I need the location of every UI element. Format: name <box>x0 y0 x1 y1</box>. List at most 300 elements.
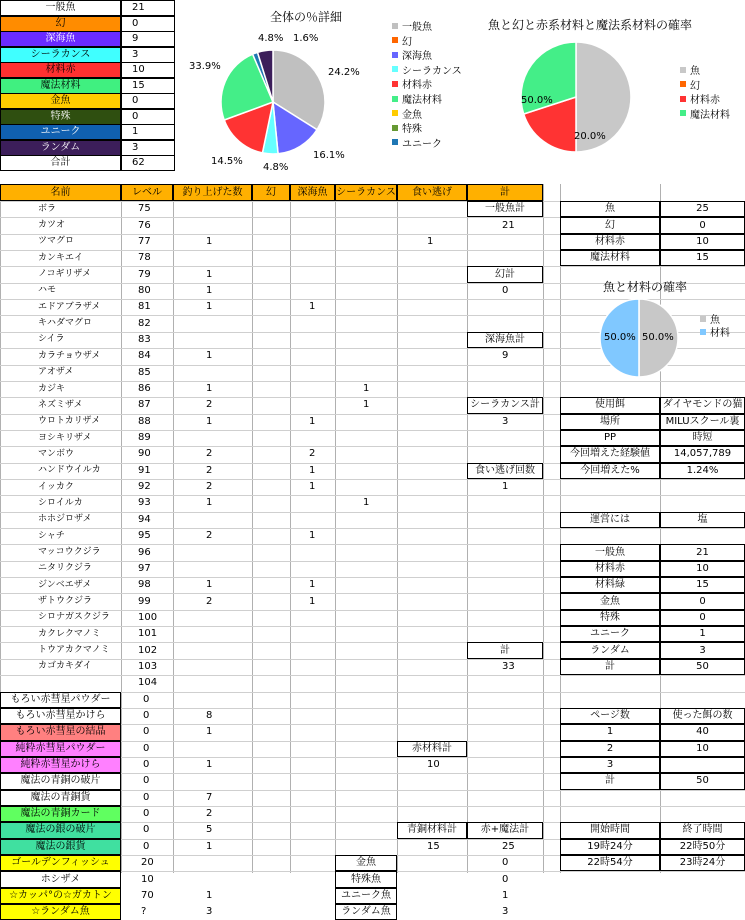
fish-name: ニタリクジラ <box>38 563 92 574</box>
material-name: 魔法の青銅の破片 <box>0 773 121 789</box>
catch-count: 1 <box>206 268 213 280</box>
subtotal-value: 3 <box>502 415 509 427</box>
rate-value: 25 <box>660 201 745 217</box>
summary-label: 一般魚 <box>0 0 121 16</box>
exp-value: 1.24% <box>660 463 745 479</box>
summary-label: シーラカンス <box>0 47 121 63</box>
deepsea-count <box>290 315 335 331</box>
coelacanth-count <box>335 315 397 331</box>
escape-count <box>397 642 467 658</box>
legend-label: 材料赤 <box>402 80 432 92</box>
special-fish-count: 3 <box>206 906 213 918</box>
fish-level: 93 <box>138 497 151 509</box>
summary-label: 深海魚 <box>0 31 121 47</box>
pie-data-label: 24.2% <box>328 67 360 78</box>
deepsea-count <box>290 250 335 266</box>
summary-value: 3 <box>121 47 175 63</box>
coelacanth-count <box>335 348 397 364</box>
catch-count: 1 <box>206 497 213 509</box>
coelacanth-count <box>335 593 397 609</box>
rate-label: 魚 <box>560 201 660 217</box>
catch-count <box>173 217 252 233</box>
special-value: 1 <box>502 889 509 901</box>
summary-value: 1 <box>121 124 175 140</box>
usage-label: 使用餌 <box>560 397 660 413</box>
fish-level: 96 <box>138 546 151 558</box>
pages-header-label: ページ数 <box>560 708 660 724</box>
legend-label: 特殊 <box>402 124 422 136</box>
subtotal-label: 計 <box>467 642 543 658</box>
coelacanth-count <box>335 201 397 217</box>
pie-data-label: 20.0% <box>574 131 606 142</box>
deepsea-count <box>290 626 335 642</box>
fish-name: ジンベエザメ <box>38 579 92 590</box>
deepsea-count <box>290 659 335 675</box>
table-header: 名前 <box>0 184 121 201</box>
catch-count: 2 <box>206 481 213 493</box>
deepsea-count <box>290 266 335 282</box>
material-level: 0 <box>143 742 150 754</box>
deepsea-count <box>290 332 335 348</box>
times-label: 22時54分 <box>560 855 660 871</box>
escape-count: 1 <box>427 235 434 247</box>
material-level: 0 <box>143 808 150 820</box>
pie-data-label: 4.8% <box>258 33 284 44</box>
material-level: 0 <box>143 726 150 738</box>
fish-level: 103 <box>138 660 158 672</box>
catch-count <box>173 544 252 560</box>
legend-item <box>392 18 432 33</box>
coelacanth-count <box>335 610 397 626</box>
legend-swatch <box>392 125 398 131</box>
special-value: 0 <box>502 857 509 869</box>
fish-name: ボラ <box>38 203 57 214</box>
table-header: 釣り上げた数 <box>173 184 252 201</box>
fish-name: キハダマグロ <box>38 318 93 329</box>
legend-label: 材料 <box>710 328 730 339</box>
escape-count <box>397 266 467 282</box>
coelacanth-count <box>335 234 397 250</box>
fish-level: 94 <box>138 513 151 525</box>
deepsea-count <box>290 544 335 560</box>
pages-value: 40 <box>660 724 745 740</box>
pie-data-label: 4.8% <box>263 162 289 173</box>
special-fish-level: 10 <box>141 873 154 885</box>
deepsea-count <box>290 397 335 413</box>
special-value: 3 <box>502 906 509 918</box>
material-level: 0 <box>143 824 150 836</box>
red-magic-total-value: 25 <box>502 840 515 852</box>
material-name: 魔法の銀の破片 <box>0 822 121 838</box>
escape-count <box>397 463 467 479</box>
special-fish-name: ☆ランダム魚 <box>0 904 121 920</box>
fish-name: ノコギリザメ <box>38 269 92 280</box>
fish-level: 75 <box>138 203 151 215</box>
rate-value: 15 <box>660 250 745 266</box>
summary-label: 金魚 <box>0 93 121 109</box>
escape-count <box>397 528 467 544</box>
summary-label: 幻 <box>0 16 121 32</box>
deepsea-count: 1 <box>309 595 316 607</box>
material-name: もろい赤彗星パウダー <box>0 692 121 708</box>
legend-label: 魚 <box>690 66 700 77</box>
coelacanth-count: 1 <box>363 399 370 411</box>
fish-name: カゴカキダイ <box>38 661 92 672</box>
deepsea-count <box>290 283 335 299</box>
catch-count: 2 <box>206 464 213 476</box>
escape-count <box>397 430 467 446</box>
coelacanth-count <box>335 659 397 675</box>
fish-name: カラチョウザメ <box>38 350 101 361</box>
summary-label: 特殊 <box>0 109 121 125</box>
rate-label: 魔法材料 <box>560 250 660 266</box>
fish-name <box>0 675 121 691</box>
material-name: 魔法の青銅貨 <box>0 790 121 806</box>
fish-name: ウロトカリザメ <box>38 416 101 427</box>
fish-name: カクレクマノミ <box>38 628 101 639</box>
summary-value: 9 <box>121 31 175 47</box>
chart-title: 魚と幻と赤系材料と魔法系材料の確率 <box>488 18 693 32</box>
special-fish-name: ホシザメ <box>0 871 121 887</box>
catch-count: 1 <box>206 415 213 427</box>
count-value: 10 <box>660 561 745 577</box>
coelacanth-count <box>335 675 397 691</box>
legend-item <box>680 91 720 106</box>
deepsea-count: 2 <box>309 448 316 460</box>
catch-count <box>173 642 252 658</box>
count-label: ランダム <box>560 642 660 658</box>
count-value: 21 <box>660 544 745 560</box>
summary-value: 21 <box>121 0 175 16</box>
coelacanth-count <box>335 463 397 479</box>
summary-label: 材料赤 <box>0 62 121 78</box>
fish-level: 81 <box>138 301 151 313</box>
fish-name: ヨシキリザメ <box>38 432 92 443</box>
legend-label: ユニーク <box>402 138 442 150</box>
deepsea-count <box>290 234 335 250</box>
catch-count: 2 <box>206 595 213 607</box>
catch-count <box>173 201 252 217</box>
fish-level: 98 <box>138 579 151 591</box>
subtotal-value: 33 <box>502 660 515 672</box>
pie-data-label: 50.0% <box>604 332 636 343</box>
escape-count <box>397 512 467 528</box>
summary-label: 合計 <box>0 155 121 171</box>
legend-item <box>392 76 432 91</box>
coelacanth-count <box>335 365 397 381</box>
fish-name: ツマグロ <box>38 236 75 247</box>
deepsea-count <box>290 348 335 364</box>
catch-count: 2 <box>206 399 213 411</box>
fish-level: 77 <box>138 235 151 247</box>
deepsea-count <box>290 675 335 691</box>
subtotal-label: 一般魚計 <box>467 201 543 217</box>
fish-name: ザトウクジラ <box>38 596 93 607</box>
fish-level: 99 <box>138 595 151 607</box>
material-name: もろい赤彗星かけら <box>0 708 121 724</box>
red-total-value: 10 <box>427 759 440 771</box>
fish-name: シロイルカ <box>38 497 83 508</box>
material-level: 0 <box>143 710 150 722</box>
legend-item <box>392 120 422 135</box>
legend-label: 深海魚 <box>402 51 432 63</box>
fish-level: 89 <box>138 432 151 444</box>
admin-label: 運営には <box>560 512 660 528</box>
fish-level: 80 <box>138 284 151 296</box>
escape-count <box>397 217 467 233</box>
legend-swatch <box>392 96 398 102</box>
legend-label: 材料赤 <box>690 95 720 107</box>
fish-level: 91 <box>138 464 151 476</box>
count-value: 50 <box>660 659 745 675</box>
summary-value: 10 <box>121 62 175 78</box>
catch-count: 1 <box>206 383 213 395</box>
summary-value: 0 <box>121 16 175 32</box>
fish-level: 79 <box>138 268 151 280</box>
escape-count <box>397 201 467 217</box>
deepsea-count <box>290 201 335 217</box>
deepsea-count <box>290 217 335 233</box>
catch-count <box>173 512 252 528</box>
fish-level: 76 <box>138 219 151 231</box>
summary-value: 62 <box>121 155 175 171</box>
count-label: 特殊 <box>560 610 660 626</box>
escape-count <box>397 365 467 381</box>
pages-header-value: 使った餌の数 <box>660 708 745 724</box>
fish-name: エドアブラザメ <box>38 301 101 312</box>
fish-level: 92 <box>138 481 151 493</box>
catch-count <box>173 315 252 331</box>
pie-data-label: 33.9% <box>189 61 221 72</box>
legend-item <box>680 77 700 92</box>
legend-swatch <box>392 66 398 72</box>
usage-value: 時短 <box>660 430 745 446</box>
deepsea-count <box>290 561 335 577</box>
pie-data-label: 16.1% <box>313 150 345 161</box>
bronze-total-label: 青銅材料計 <box>397 822 467 838</box>
catch-count <box>173 365 252 381</box>
fish-level: 88 <box>138 415 151 427</box>
rate-label: 材料赤 <box>560 234 660 250</box>
legend-swatch <box>680 110 686 116</box>
exp-label: 今回増えた経験値 <box>560 446 660 462</box>
legend-label: 魔法材料 <box>690 109 730 121</box>
fish-name: トウアカクマノミ <box>38 645 110 656</box>
catch-count <box>173 675 252 691</box>
fish-level: 101 <box>138 628 158 640</box>
count-value: 0 <box>660 593 745 609</box>
subtotal-label: 幻計 <box>467 266 543 282</box>
subtotal-value: 0 <box>502 284 509 296</box>
fish-level: 100 <box>138 611 158 623</box>
legend-item <box>392 47 432 62</box>
coelacanth-count <box>335 266 397 282</box>
pages-value <box>660 757 745 773</box>
pages-label: 計 <box>560 773 660 789</box>
fish-name: カツオ <box>38 220 66 231</box>
legend-swatch <box>700 316 706 322</box>
material-name: もろい赤彗星の結晶 <box>0 724 121 740</box>
legend-swatch <box>392 110 398 116</box>
catch-count: 2 <box>206 530 213 542</box>
count-value: 3 <box>660 642 745 658</box>
subtotal-label: シーラカンス計 <box>467 397 543 413</box>
subtotal-value: 9 <box>502 350 509 362</box>
deepsea-count: 1 <box>309 415 316 427</box>
times-value: 22時50分 <box>660 839 745 855</box>
admin-value: 塩 <box>660 512 745 528</box>
catch-count: 2 <box>206 448 213 460</box>
special-fish-level: ? <box>141 906 147 918</box>
escape-count <box>397 593 467 609</box>
fish-level: 86 <box>138 383 151 395</box>
fish-name: ハンドウイルカ <box>38 465 101 476</box>
deepsea-count <box>290 610 335 626</box>
legend-label: 金魚 <box>402 109 422 121</box>
count-value: 0 <box>660 610 745 626</box>
material-level: 0 <box>143 775 150 787</box>
pie-data-label: 50.0% <box>642 332 674 343</box>
material-level: 0 <box>143 840 150 852</box>
coelacanth-count <box>335 217 397 233</box>
catch-count: 1 <box>206 284 213 296</box>
red-total-label: 赤材料計 <box>397 741 467 757</box>
special-fish-level: 70 <box>141 889 154 901</box>
legend-label: シーラカンス <box>402 65 462 77</box>
coelacanth-count: 1 <box>363 383 370 395</box>
pages-value: 10 <box>660 741 745 757</box>
fish-level: 102 <box>138 644 158 656</box>
escape-count <box>397 250 467 266</box>
catch-count <box>173 332 252 348</box>
legend-swatch <box>700 329 706 335</box>
table-header: 計 <box>467 184 543 201</box>
fish-name: ハモ <box>38 285 57 296</box>
pie-data-label: 50.0% <box>521 95 553 106</box>
deepsea-count <box>290 430 335 446</box>
fish-name: ネズミザメ <box>38 399 83 410</box>
time-header-label: 開始時間 <box>560 822 660 838</box>
deepsea-count: 1 <box>309 530 316 542</box>
exp-value: 14,057,789 <box>660 446 745 462</box>
subtotal-value: 21 <box>502 219 515 231</box>
legend-swatch <box>392 81 398 87</box>
coelacanth-count <box>335 332 397 348</box>
usage-label: PP <box>560 430 660 446</box>
legend-item <box>680 62 700 77</box>
count-label: 一般魚 <box>560 544 660 560</box>
deepsea-count: 1 <box>309 301 316 313</box>
table-header: 深海魚 <box>290 184 335 201</box>
fish-name: アオザメ <box>38 367 74 378</box>
usage-label: 場所 <box>560 414 660 430</box>
usage-value: ダイヤモンドの猫 <box>660 397 745 413</box>
legend-label: 幻 <box>402 36 412 48</box>
count-value: 1 <box>660 626 745 642</box>
material-count <box>173 741 252 757</box>
catch-count <box>173 430 252 446</box>
fish-level: 84 <box>138 350 151 362</box>
fish-level: 85 <box>138 366 151 378</box>
pages-value: 50 <box>660 773 745 789</box>
fish-name: シイラ <box>38 334 65 345</box>
chart-title: 魚と材料の確率 <box>603 280 688 294</box>
escape-count <box>397 495 467 511</box>
fish-level: 87 <box>138 399 151 411</box>
coelacanth-count <box>335 250 397 266</box>
special-fish-count: 1 <box>206 889 213 901</box>
material-level: 0 <box>143 791 150 803</box>
catch-count <box>173 250 252 266</box>
fish-name: カンキエイ <box>38 252 84 263</box>
legend-swatch <box>392 139 398 145</box>
subtotal-label: 食い逃げ回数 <box>467 463 543 479</box>
escape-count <box>397 315 467 331</box>
fish-level: 97 <box>138 562 151 574</box>
coelacanth-count <box>335 414 397 430</box>
summary-label: 魔法材料 <box>0 78 121 94</box>
pie-data-label: 1.6% <box>293 33 319 44</box>
rate-value: 0 <box>660 217 745 233</box>
catch-count: 1 <box>206 350 213 362</box>
coelacanth-count <box>335 299 397 315</box>
special-tag: 特殊魚 <box>335 871 397 887</box>
fish-name: シロナガスクジラ <box>38 612 110 623</box>
fish-name: マンボウ <box>38 448 75 459</box>
legend-swatch <box>680 81 686 87</box>
summary-label: ユニーク <box>0 124 121 140</box>
legend-item <box>700 324 730 339</box>
escape-count <box>397 446 467 462</box>
material-level: 0 <box>143 759 150 771</box>
escape-count <box>397 626 467 642</box>
material-count: 1 <box>206 840 213 852</box>
chart-title: 全体の％詳細 <box>270 10 343 24</box>
coelacanth-count <box>335 642 397 658</box>
table-header: レベル <box>121 184 173 201</box>
catch-count <box>173 626 252 642</box>
summary-value: 0 <box>121 93 175 109</box>
coelacanth-count <box>335 528 397 544</box>
deepsea-count <box>290 512 335 528</box>
fish-name: カジキ <box>38 383 66 394</box>
count-label: 材料緑 <box>560 577 660 593</box>
material-count: 1 <box>206 759 213 771</box>
coelacanth-count <box>335 479 397 495</box>
material-name: 純粋赤彗星パウダー <box>0 741 121 757</box>
catch-count: 1 <box>206 235 213 247</box>
catch-count <box>173 561 252 577</box>
coelacanth-count: 1 <box>363 497 370 509</box>
special-fish-level: 20 <box>141 857 154 869</box>
escape-count <box>397 544 467 560</box>
legend-swatch <box>392 37 398 43</box>
pages-label: 3 <box>560 757 660 773</box>
catch-count: 1 <box>206 301 213 313</box>
rate-value: 10 <box>660 234 745 250</box>
fish-name: ホホジロザメ <box>38 514 92 525</box>
material-count: 1 <box>206 726 213 738</box>
fish-name: イッカク <box>38 481 74 492</box>
escape-count <box>397 610 467 626</box>
deepsea-count: 1 <box>309 579 316 591</box>
legend-label: 魚 <box>710 315 720 326</box>
special-fish-name: ☆カッパ°の☆ガカトン <box>0 888 121 904</box>
deepsea-count <box>290 642 335 658</box>
escape-count <box>397 283 467 299</box>
fish-level: 95 <box>138 530 151 542</box>
material-count: 2 <box>206 808 213 820</box>
